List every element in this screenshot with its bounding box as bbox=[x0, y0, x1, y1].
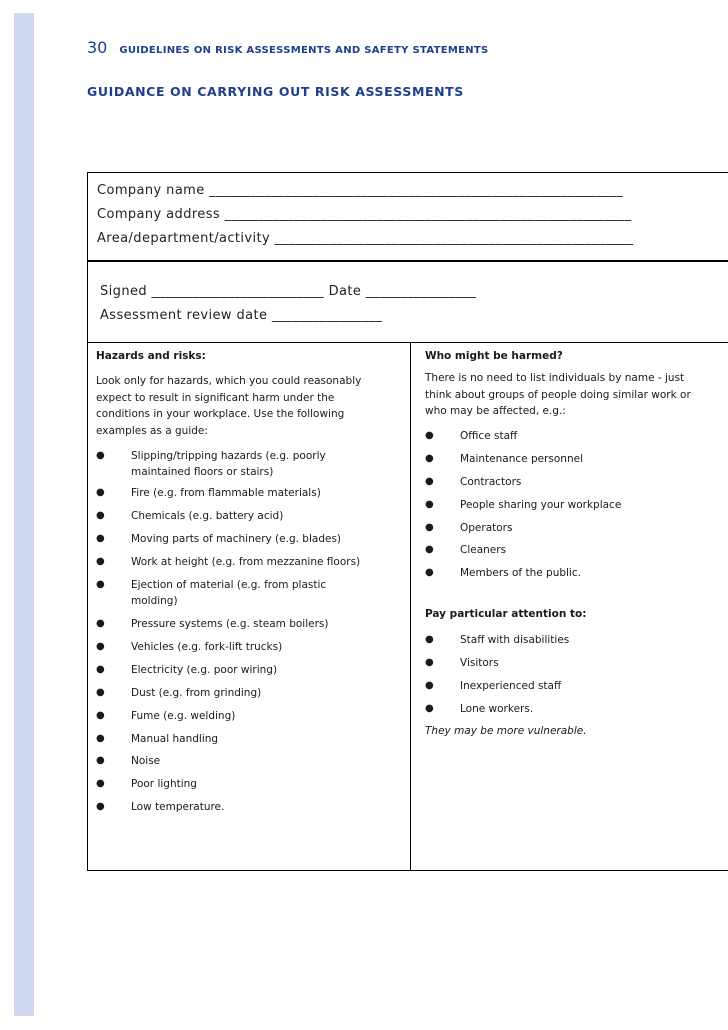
hazard-item-text: Noise bbox=[131, 755, 161, 767]
bullet-icon: ● bbox=[425, 499, 434, 510]
hazard-item-text: Poor lighting bbox=[131, 778, 197, 790]
hazard-item-text: Fume (e.g. welding) bbox=[131, 710, 236, 722]
company-details-box bbox=[87, 172, 728, 262]
hazards-heading: Hazards and risks: bbox=[96, 350, 206, 362]
review-date-field[interactable]: Assessment review date ________________ bbox=[100, 308, 383, 323]
who-harmed-intro-line-2: think about groups of people doing similar work or bbox=[425, 388, 691, 401]
bullet-icon: ● bbox=[96, 687, 105, 698]
hazards-intro-line-2: expect to result in significant harm under the bbox=[96, 391, 335, 404]
bullet-icon: ● bbox=[425, 476, 434, 487]
bullet-icon: ● bbox=[96, 579, 105, 590]
hazards-intro-line-1: Look only for hazards, which you could reasonably bbox=[96, 375, 362, 387]
signature-box bbox=[87, 260, 728, 343]
bullet-icon: ● bbox=[96, 733, 105, 744]
hazard-item-text: Dust (e.g. from grinding) bbox=[131, 687, 262, 699]
bullet-icon: ● bbox=[425, 657, 434, 668]
hazard-item-text: molding) bbox=[131, 595, 178, 607]
bullet-icon: ● bbox=[96, 533, 105, 544]
bullet-icon: ● bbox=[425, 680, 434, 691]
column-divider bbox=[410, 343, 411, 870]
bullet-icon: ● bbox=[96, 664, 105, 675]
assessment-table bbox=[87, 342, 728, 871]
who-harmed-heading: Who might be harmed? bbox=[425, 350, 563, 362]
attention-item-text: Staff with disabilities bbox=[460, 634, 570, 646]
page-number: 30 bbox=[87, 38, 108, 57]
bullet-icon: ● bbox=[96, 556, 105, 567]
attention-item-text: Visitors bbox=[460, 657, 499, 669]
bullet-icon: ● bbox=[96, 450, 105, 461]
hazard-item-text: Pressure systems (e.g. steam boilers) bbox=[131, 618, 329, 630]
hazard-item-text: Fire (e.g. from flammable materials) bbox=[131, 487, 321, 499]
hazard-item-text: Ejection of material (e.g. from plastic bbox=[131, 579, 327, 591]
harmed-item-text: Office staff bbox=[460, 430, 518, 442]
hazard-item-text: Manual handling bbox=[131, 733, 219, 745]
harmed-item-text: Operators bbox=[460, 522, 513, 534]
harmed-item-text: Maintenance personnel bbox=[460, 453, 583, 465]
bullet-icon: ● bbox=[96, 778, 105, 789]
hazard-item-text: Chemicals (e.g. battery acid) bbox=[131, 510, 284, 522]
bullet-icon: ● bbox=[425, 522, 434, 533]
attention-item-text: Lone workers. bbox=[460, 703, 534, 715]
hazard-item-text: Vehicles (e.g. fork-lift trucks) bbox=[131, 641, 283, 653]
bullet-icon: ● bbox=[425, 430, 434, 441]
hazard-item-text: Electricity (e.g. poor wiring) bbox=[131, 664, 278, 676]
harmed-item-text: Members of the public. bbox=[460, 567, 581, 579]
harmed-item-text: People sharing your workplace bbox=[460, 499, 622, 511]
company-address-field[interactable]: Company address ___________________________________________________________ bbox=[97, 207, 632, 222]
hazard-item-text: Moving parts of machinery (e.g. blades) bbox=[131, 533, 342, 545]
attention-item-text: Inexperienced staff bbox=[460, 680, 562, 692]
page-header bbox=[87, 38, 489, 57]
bullet-icon: ● bbox=[425, 567, 434, 578]
hazard-item-text: maintained floors or stairs) bbox=[131, 466, 274, 478]
who-harmed-intro-line-3: who may be affected, e.g.: bbox=[425, 405, 566, 417]
hazards-intro-line-3: conditions in your workplace. Use the following bbox=[96, 408, 345, 420]
hazard-item-text: Slipping/tripping hazards (e.g. poorly bbox=[131, 450, 326, 462]
page-sidebar-stripe bbox=[14, 13, 34, 1016]
bullet-icon: ● bbox=[96, 641, 105, 652]
bullet-icon: ● bbox=[425, 544, 434, 555]
bullet-icon: ● bbox=[96, 487, 105, 498]
harmed-item-text: Contractors bbox=[460, 476, 522, 488]
attention-heading: Pay particular attention to: bbox=[425, 608, 587, 620]
section-title: GUIDANCE ON CARRYING OUT RISK ASSESSMENTS bbox=[87, 84, 464, 99]
vulnerable-note: They may be more vulnerable. bbox=[425, 725, 587, 737]
harmed-item-text: Cleaners bbox=[460, 544, 507, 556]
document-title: GUIDELINES ON RISK ASSESSMENTS AND SAFETY STATEMENTS bbox=[119, 45, 489, 56]
signed-date-field[interactable]: Signed _________________________ Date ________________ bbox=[100, 284, 477, 299]
hazard-item-text: Low temperature. bbox=[131, 801, 225, 813]
bullet-icon: ● bbox=[96, 801, 105, 812]
hazard-item-text: Work at height (e.g. from mezzanine floors) bbox=[131, 556, 361, 568]
bullet-icon: ● bbox=[425, 703, 434, 714]
hazards-intro-line-4: examples as a guide: bbox=[96, 424, 208, 437]
bullet-icon: ● bbox=[96, 618, 105, 629]
bullet-icon: ● bbox=[425, 634, 434, 645]
bullet-icon: ● bbox=[96, 510, 105, 521]
who-harmed-intro-line-1: There is no need to list individuals by name - just bbox=[425, 372, 685, 384]
area-field[interactable]: Area/department/activity ____________________________________________________ bbox=[97, 231, 634, 246]
bullet-icon: ● bbox=[425, 453, 434, 464]
company-name-field[interactable]: Company name ____________________________________________________________ bbox=[97, 183, 624, 198]
bullet-icon: ● bbox=[96, 710, 105, 721]
bullet-icon: ● bbox=[96, 755, 105, 766]
